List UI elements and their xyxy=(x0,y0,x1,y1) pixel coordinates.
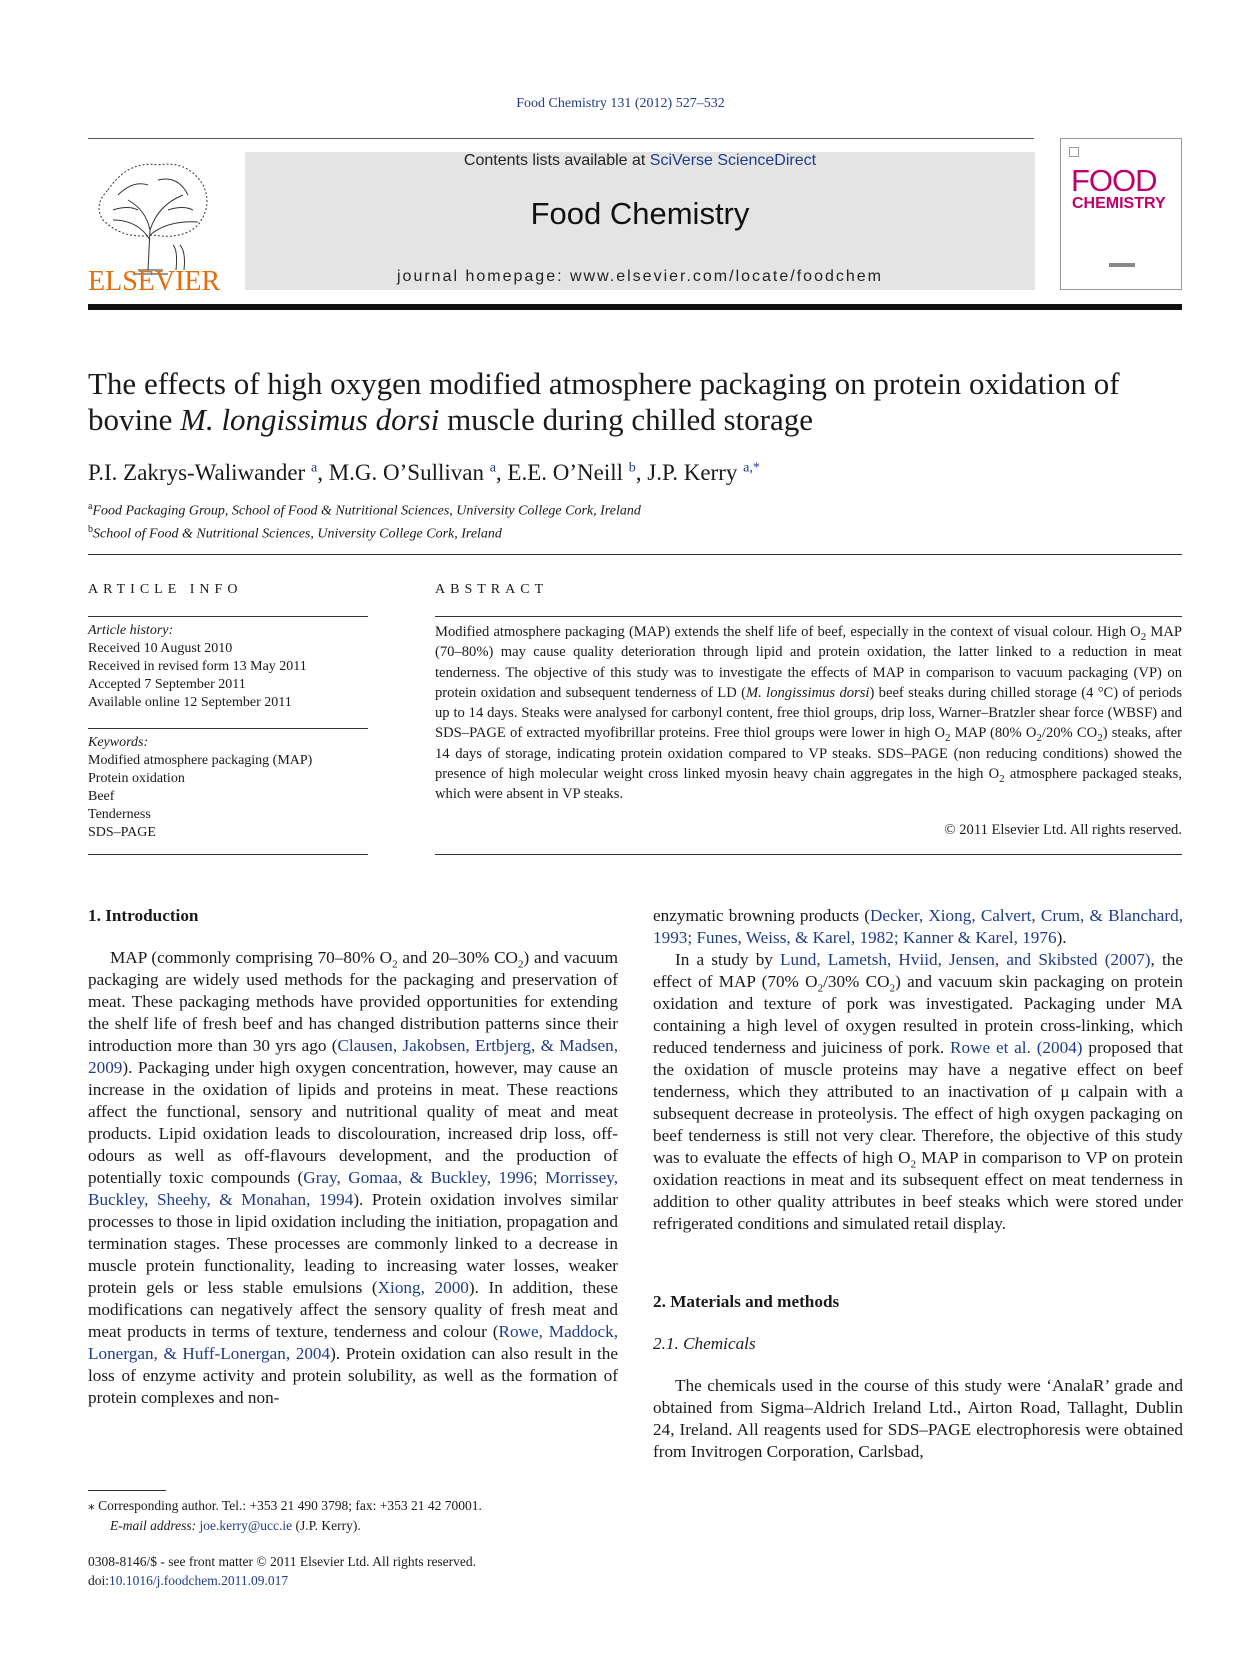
author-name: J.P. Kerry xyxy=(647,460,738,485)
affiliations xyxy=(88,498,641,543)
corresponding-author-footnote xyxy=(88,1496,628,1536)
reference-link[interactable]: Gray, Gomaa, & Buckley, 1996; Morrissey, Buckley, Sheehy, & Monahan, 1994 xyxy=(88,1168,618,1209)
contents-line xyxy=(245,152,1035,170)
article-info-label: ARTICLE INFO xyxy=(88,582,243,597)
email-suffix: (J.P. Kerry). xyxy=(292,1518,361,1533)
reference-link[interactable]: Decker, Xiong, Calvert, Crum, & Blanchard, 1993; Funes, Weiss, & Karel, 1982; Kanner & Karel, 1976 xyxy=(653,906,1183,947)
asterisk-marker: ⁎ xyxy=(88,1498,95,1513)
author-affiliation-marker[interactable]: a,* xyxy=(743,460,760,476)
footnote-rule xyxy=(88,1490,166,1491)
subscript: 2 xyxy=(1036,732,1042,745)
header-thick-rule xyxy=(88,304,1182,310)
abstract-segment: MAP (70–80%) may cause quality deterioration through lipid and protein oxidation, the latter linked to a reduction in meat tenderness. The objective of this study was to investigate the effects of MAP in comparison to vacuum packaging (VP) on protein oxidation and subsequent tenderness of LD ( xyxy=(435,624,1182,701)
journal-citation[interactable]: Food Chemistry 131 (2012) 527–532 xyxy=(516,96,725,111)
text-segment: In a study by xyxy=(675,950,781,969)
text-segment: ) and vacuum packaging are widely used methods for the packaging and preservation of meat. These packaging methods have provided opportunities for extending the shelf life of fresh beef and has changed distribution patterns since their introduction more than 30 yrs ago ( xyxy=(88,948,618,1055)
corresponding-text: Corresponding author. Tel.: +353 21 490 3798; fax: +353 21 42 70001. xyxy=(94,1498,482,1513)
cover-emblem-icon xyxy=(1069,147,1079,157)
front-matter-line: 0308-8146/$ - see front matter © 2011 Elsevier Ltd. All rights reserved. xyxy=(88,1554,477,1569)
section-heading-introduction: 1. Introduction xyxy=(88,906,199,925)
subscript: 2 xyxy=(889,982,896,995)
author-affiliation-marker[interactable]: b xyxy=(628,460,636,476)
subscript: 2 xyxy=(392,958,398,971)
keyword: Protein oxidation xyxy=(88,771,185,786)
author-affiliation-marker[interactable]: a xyxy=(489,460,496,476)
journal-cover-thumbnail xyxy=(1060,138,1182,290)
abstract-segment: MAP (80% O xyxy=(950,725,1037,742)
subscript: 2 xyxy=(817,982,824,995)
subsection-heading-chemicals: 2.1. Chemicals xyxy=(653,1334,756,1353)
subscript: 2 xyxy=(945,732,951,745)
author-name: P.I. Zakrys-Waliwander xyxy=(88,460,306,485)
continued-paragraph xyxy=(653,905,1183,949)
text-segment: /30% CO xyxy=(823,972,890,991)
reference-link[interactable]: Rowe, Maddock, Lonergan, & Huff-Lonergan, 2004 xyxy=(88,1322,618,1363)
keywords-rule xyxy=(88,728,368,729)
article-info-rule xyxy=(88,616,368,617)
subscript: 2 xyxy=(517,958,524,971)
history-entry: Received 10 August 2010 xyxy=(88,641,233,656)
affiliation-a xyxy=(88,498,641,521)
subscript: 2 xyxy=(910,1158,917,1171)
abstract-segment: /20% CO xyxy=(1041,725,1098,742)
contents-prefix: Contents lists available at xyxy=(463,152,650,169)
front-matter xyxy=(88,1552,628,1590)
affiliation-text: Food Packaging Group, School of Food & Nutritional Sciences, University College Cork, Ireland xyxy=(92,503,641,519)
abstract-text xyxy=(435,622,1182,805)
text-segment: ). xyxy=(1056,928,1067,947)
email-link[interactable]: joe.kerry@ucc.ie xyxy=(199,1518,293,1533)
keyword: SDS–PAGE xyxy=(88,825,156,840)
text-segment: ). Packaging under high oxygen concentration, however, may cause an increase in the oxidation of lipids and proteins in meat. These reactions affect the functional, sensory and nutritional quality of meat and meat products. Lipid oxidation leads to discolouration, increased drip loss, off-odours as well as off-flavours development, and the production of potentially toxic compounds ( xyxy=(88,1058,618,1187)
text-segment: MAP (commonly comprising 70–80% O xyxy=(110,948,393,967)
abstract-species-italic: M. longissimus dorsi xyxy=(745,684,870,701)
text-segment: proposed that the oxidation of muscle proteins may have a negative effect on beef tenderness, which they attributed to an inactivation of μ calpain with a subsequent decrease in proteolysis. The effect of high oxygen packaging on beef tenderness is still not very clear. Therefore, the objective of this study was to evaluate the effects of high O xyxy=(653,1038,1183,1167)
reference-link[interactable]: Lund, Lametsh, Hviid, Jensen, and Skibsted (2007) xyxy=(780,950,1151,969)
journal-name: Food Chemistry xyxy=(530,196,750,231)
text-segment: MAP in comparison to VP on protein oxidation reactions in meat and its subsequent effect on meat tenderness in addition to other quality attributes in beef steaks which were stored under refrigerated conditions and simulated retail display. xyxy=(653,1148,1183,1233)
cover-publisher-mark-icon xyxy=(1109,263,1135,267)
affiliation-key: a xyxy=(88,501,93,512)
article-info-bottom-rule xyxy=(88,854,368,855)
affiliation-b xyxy=(88,521,641,544)
title-species-italic: M. longissimus dorsi xyxy=(180,402,440,437)
masthead-rule xyxy=(88,138,1034,139)
subscript: 2 xyxy=(1140,630,1147,643)
elsevier-wordmark: ELSEVIER xyxy=(88,266,221,297)
keyword: Tenderness xyxy=(88,807,151,822)
text-segment: , the effect of MAP (70% O xyxy=(653,950,1183,991)
abstract-bottom-rule xyxy=(435,854,1182,855)
doi-label: doi: xyxy=(88,1573,110,1588)
text-segment: enzymatic browning products ( xyxy=(653,906,870,925)
email-label: E-mail address: xyxy=(110,1518,200,1533)
journal-banner xyxy=(245,152,1035,290)
section-heading-materials-methods: 2. Materials and methods xyxy=(653,1292,840,1311)
sciencedirect-link[interactable]: SciVerse ScienceDirect xyxy=(649,152,817,169)
doi-link[interactable]: 10.1016/j.foodchem.2011.09.017 xyxy=(109,1573,289,1588)
journal-homepage[interactable]: journal homepage: www.elsevier.com/locate/foodchem xyxy=(397,268,883,285)
corresponding-line xyxy=(88,1496,628,1516)
body-left-column xyxy=(88,905,618,1409)
keyword: Modified atmosphere packaging (MAP) xyxy=(88,753,313,768)
abstract-segment: ) beef steaks during chilled storage (4 °C) of periods up to 14 days. Steaks were analysed for carbonyl content, free thiol groups, drip loss, Warner–Bratzler shear force (WBSF) and SDS–PAGE of extracted myofibrillar proteins. Free thiol groups were lower in high O xyxy=(435,684,1182,742)
affiliation-key: b xyxy=(88,523,93,535)
author-affiliation-marker[interactable]: a xyxy=(310,460,318,476)
affiliation-text: School of Food & Nutritional Sciences, University College Cork, Ireland xyxy=(93,526,502,542)
text-segment: and 20–30% CO xyxy=(397,948,518,967)
body-paragraph xyxy=(653,949,1183,1235)
subscript: 2 xyxy=(999,772,1005,785)
keywords-heading: Keywords: xyxy=(88,735,149,750)
keyword: Beef xyxy=(88,789,115,804)
abstract-segment: Modified atmosphere packaging (MAP) extends the shelf life of beef, especially in the context of visual colour. High O xyxy=(435,624,1141,640)
cover-title-chemistry: CHEMISTRY xyxy=(1072,195,1166,212)
intro-paragraph xyxy=(88,947,618,1409)
history-entry: Available online 12 September 2011 xyxy=(88,695,292,710)
email-line xyxy=(88,1516,628,1536)
text-segment: ) and vacuum skin packaging on protein oxidation and texture of pork was investigated. Packaging under MA containing a high level of oxygen resulted in protein cross-linking, which reduced tenderness and juiciness of pork. xyxy=(653,972,1183,1057)
title-divider xyxy=(88,554,1182,555)
history-entry: Received in revised form 13 May 2011 xyxy=(88,659,307,674)
author-name: E.E. O’Neill xyxy=(507,460,624,485)
body-paragraph: The chemicals used in the course of this study were ‘AnalaR’ grade and obtained from Sigma–Aldrich Ireland Ltd., Airton Road, Tallaght, Dublin 24, Ireland. All reagents used for SDS–PAGE electrophoresis were obtained from Invitrogen Corporation, Carlsbad, xyxy=(653,1376,1183,1461)
doi-line xyxy=(88,1571,628,1590)
title-text-1: The effects of high oxygen modified atmosphere packaging on protein oxidation of bovine xyxy=(88,366,1120,437)
author-name: M.G. O’Sullivan xyxy=(328,460,484,485)
body-right-column xyxy=(653,905,1183,1463)
abstract-rule xyxy=(435,616,1182,617)
reference-link[interactable]: Rowe et al. (2004) xyxy=(950,1038,1083,1057)
abstract-segment: atmosphere packaged steaks, which were absent in VP steaks. xyxy=(435,766,1182,803)
abstract-segment: ) steaks, after 14 days of storage, indicating protein oxidation compared to VP steaks. SDS–PAGE (non reducing conditions) showed the presence of high molecular weight cross linked myosin heavy chain aggregates in the high O xyxy=(435,725,1183,783)
abstract-copyright: © 2011 Elsevier Ltd. All rights reserved. xyxy=(944,822,1182,838)
article-history xyxy=(88,622,368,712)
keywords-block xyxy=(88,734,368,842)
title-text-2: muscle during chilled storage xyxy=(439,402,813,437)
history-entry: Accepted 7 September 2011 xyxy=(88,677,246,692)
cover-title-food: FOOD xyxy=(1071,163,1157,198)
reference-link[interactable]: Clausen, Jakobsen, Ertbjerg, & Madsen, 2009 xyxy=(88,1036,619,1077)
text-segment: ). Protein oxidation involves similar processes to those in lipid oxidation including the initiation, propagation and termination stages. These processes are commonly linked to a decrease in muscle protein functionality, leading to increasing water losses, weaker protein gels or less stable emulsions ( xyxy=(88,1190,618,1297)
author-list: P.I. Zakrys-Waliwander $^a$, M.G. O’Sullivan $^a$, E.E. O’Neill $^b$, J.P. Kerry $^{a,*}$ xyxy=(88,460,760,485)
text-segment: ). In addition, these modifications can negatively affect the sensory quality of fresh meat and meat products in terms of texture, tenderness and colour ( xyxy=(88,1278,618,1341)
text-segment: ). Protein oxidation can also result in the loss of enzyme activity and protein solubility, as well as the formation of protein complexes and non- xyxy=(88,1344,619,1407)
article-history-heading: Article history: xyxy=(88,623,174,638)
article-title xyxy=(88,366,1188,438)
abstract-label: ABSTRACT xyxy=(435,582,549,597)
reference-link[interactable]: Xiong, 2000 xyxy=(377,1278,469,1297)
subscript: 2 xyxy=(1097,732,1103,745)
